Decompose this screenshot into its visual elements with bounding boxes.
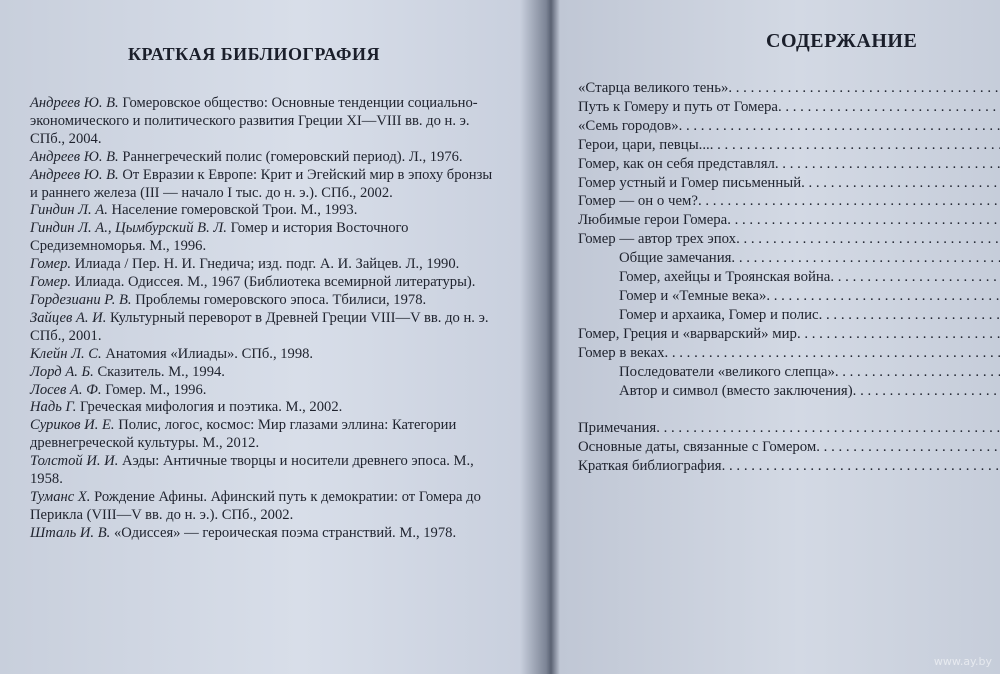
- toc-item: [578, 98, 1000, 117]
- entry-author: Толстой И. И.: [30, 453, 119, 470]
- toc-item: [578, 117, 1000, 136]
- toc-item: [578, 419, 1000, 438]
- toc-leader-dots: [830, 268, 1000, 287]
- entry-text: Илиада. Одиссея. М., 1967 (Библиотека всемирной литературы).: [74, 274, 476, 291]
- entry-author: Андреев Ю. В.: [30, 166, 119, 183]
- toc-title: Гомер устный и Гомер письменный: [578, 174, 802, 191]
- toc-title: Путь к Гомеру и путь от Гомера: [578, 98, 778, 115]
- toc-leader-dots: [679, 117, 1000, 136]
- toc-leader-dots: [819, 306, 1000, 325]
- bibliography-entry: [30, 167, 500, 203]
- bibliography-entry: [30, 95, 500, 149]
- toc-leader-dots: [727, 211, 1000, 230]
- toc-item: [578, 79, 1000, 98]
- toc-title: Герои, цари, певцы...: [578, 136, 710, 153]
- toc-title: Примечания: [578, 420, 657, 437]
- bibliography-entry: [30, 220, 500, 256]
- toc-leader-dots: [722, 457, 1000, 476]
- toc-item: [578, 230, 1000, 249]
- toc-title: Гомер — он о чем?: [578, 193, 698, 210]
- bibliography-entry: [30, 382, 500, 400]
- entry-author: Суриков И. Е.: [30, 417, 115, 434]
- entry-text: Гомер. М., 1996.: [105, 381, 207, 398]
- right-page: [556, 0, 1000, 674]
- bibliography-entry: [30, 149, 500, 167]
- entry-text: Культурный переворот в Древней Греции VIII—V вв. до н. э. СПб., 2001.: [30, 309, 489, 344]
- entry-text: Раннегреческий полис (гомеровский период). Л., 1976.: [122, 148, 463, 165]
- entry-author: Гордезиани Р. В.: [30, 291, 132, 308]
- toc-title: Основные даты, связанные с Гомером: [578, 439, 817, 456]
- toc-leader-dots: [731, 249, 1000, 268]
- toc-item: [578, 268, 1000, 287]
- toc-title: Общие замечания: [619, 250, 732, 267]
- entry-author: Гомер.: [30, 274, 72, 291]
- bibliography-entry: [30, 489, 500, 525]
- toc-leader-dots: [710, 136, 1000, 155]
- entry-author: Надь Г.: [30, 399, 77, 416]
- toc-title: «Семь городов»: [578, 117, 679, 134]
- entry-text: От Евразии к Европе: Крит и Эгейский мир в эпоху бронзы и раннего железа (III — начало I тыс. до н. э.). СПб., 2002.: [30, 166, 493, 201]
- toc-item: [578, 249, 1000, 268]
- toc-item: [578, 155, 1000, 174]
- entry-text: Сказитель. М., 1994.: [97, 363, 225, 380]
- toc-leader-dots: [778, 98, 1000, 117]
- bibliography-entry: [30, 256, 500, 274]
- toc-leader-dots: [853, 382, 1000, 401]
- toc-leader-dots: [797, 325, 1000, 344]
- bibliography-entry: [30, 274, 500, 292]
- entry-author: Клейн Л. С.: [30, 345, 102, 362]
- toc-item: [578, 344, 1000, 363]
- toc-title: Последователи «великого слепца»: [619, 363, 835, 380]
- toc-item: [578, 363, 1000, 382]
- entry-author: Гиндин Л. А.: [30, 202, 108, 219]
- entry-text: «Одиссея» — героическая поэма странствий. М., 1978.: [113, 524, 457, 541]
- toc-leader-dots: [816, 438, 1000, 457]
- entry-text: Илиада / Пер. Н. И. Гнедича; изд. подг. А. И. Зайцев. Л., 1990.: [74, 256, 460, 273]
- entry-text: Полис, логос, космос: Мир глазами эллина: Категории древнегреческой культуры. М., 2012.: [30, 417, 457, 452]
- toc-leader-dots: [728, 79, 1000, 98]
- bibliography-entry: [30, 292, 500, 310]
- contents-heading: СОДЕРЖАНИЕ: [766, 30, 918, 52]
- toc-title: Гомер и архаика, Гомер и полис: [619, 306, 819, 323]
- entry-author: Гиндин Л. А., Цымбурский В. Л.: [30, 220, 227, 237]
- toc-item: [578, 438, 1000, 457]
- toc-leader-dots: [664, 344, 1000, 363]
- entry-text: Анатомия «Илиады». СПб., 1998.: [105, 345, 314, 362]
- bibliography-entry: [30, 453, 500, 489]
- toc-leader-dots: [656, 419, 1000, 438]
- entry-author: Шталь И. В.: [30, 524, 111, 541]
- watermark: www.ay.by: [933, 655, 992, 668]
- toc-title: Гомер, как он себя представлял: [578, 155, 775, 172]
- toc-leader-dots: [736, 230, 1000, 249]
- toc-item: [578, 287, 1000, 306]
- bibliography-entry: [30, 310, 500, 346]
- toc-leader-dots: [775, 155, 1000, 174]
- entry-text: Гомеровское общество: Основные тенденции социально-экономического и политического развития Греции XI—VIII вв. до н. э. СПб., 2004.: [30, 95, 478, 147]
- toc-title: Гомер, Греция и «варварский» мир: [578, 325, 797, 342]
- toc-item: [578, 136, 1000, 155]
- toc-title: Гомер, ахейцы и Троянская война: [619, 269, 831, 286]
- entry-author: Зайцев А. И.: [30, 309, 107, 326]
- entry-author: Андреев Ю. В.: [30, 148, 119, 165]
- toc-title: Автор и символ (вместо заключения): [619, 382, 853, 399]
- entry-text: Греческая мифология и поэтика. М., 2002.: [80, 399, 343, 416]
- bibliography-heading: КРАТКАЯ БИБЛИОГРАФИЯ: [128, 44, 380, 64]
- entry-text: Рождение Афины. Афинский путь к демократии: от Гомера до Перикла (VIII—V вв. до н. э.). СПб., 2002.: [30, 488, 481, 523]
- toc-leader-dots: [801, 174, 1000, 193]
- toc-title: Любимые герои Гомера: [578, 212, 728, 229]
- entry-text: Проблемы гомеровского эпоса. Тбилиси, 1978.: [135, 291, 427, 308]
- toc-title: Гомер в веках: [578, 344, 665, 361]
- bibliography-list: [30, 95, 500, 543]
- bibliography-entry: [30, 346, 500, 364]
- toc-item: [578, 325, 1000, 344]
- entry-text: Население гомеровской Трои. М., 1993.: [111, 202, 358, 219]
- toc-title: Гомер и «Темные века»: [619, 287, 767, 304]
- entry-author: Туманс Х.: [30, 488, 91, 505]
- bibliography-entry: [30, 202, 500, 220]
- bibliography-entry: [30, 399, 500, 417]
- toc-leader-dots: [698, 192, 1000, 211]
- toc-leader-dots: [766, 287, 1000, 306]
- entry-text: Гомер и история Восточного Средиземноморья. М., 1996.: [30, 220, 409, 255]
- entry-text: Аэды: Античные творцы и носители древнего эпоса. М., 1958.: [30, 453, 474, 488]
- entry-author: Лорд А. Б.: [30, 363, 94, 380]
- bibliography-entry: [30, 525, 500, 543]
- bibliography-entry: [30, 417, 500, 453]
- table-of-contents: [578, 79, 1000, 476]
- toc-title: Краткая библиография: [578, 458, 722, 475]
- toc-leader-dots: [835, 363, 1000, 382]
- entry-author: Гомер.: [30, 256, 72, 273]
- toc-item: [578, 192, 1000, 211]
- toc-item: [578, 211, 1000, 230]
- toc-title: «Старца великого тень»: [578, 80, 729, 96]
- bibliography-entry: [30, 364, 500, 382]
- entry-author: Лосев А. Ф.: [30, 381, 102, 398]
- toc-item: [578, 306, 1000, 325]
- toc-item: [578, 174, 1000, 193]
- entry-author: Андреев Ю. В.: [30, 95, 119, 111]
- toc-title: Гомер — автор трех эпох: [578, 231, 737, 248]
- toc-item: [578, 382, 1000, 401]
- toc-item: [578, 457, 1000, 476]
